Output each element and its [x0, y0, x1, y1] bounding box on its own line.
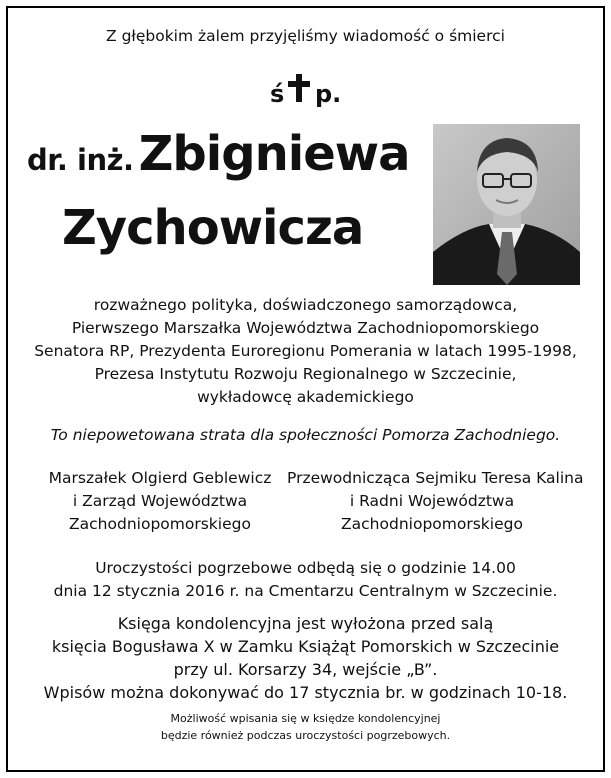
- footnote: [0, 710, 611, 744]
- condolence-line: przy ul. Korsarzy 34, wejście „B”.: [173, 660, 438, 679]
- name-line-first: [27, 126, 410, 182]
- funeral-line: Uroczystości pogrzebowe odbędą się o godzinie 14.00: [95, 559, 516, 577]
- description-line: Senatora RP, Prezydenta Euroregionu Pomerania w latach 1995-1998,: [34, 342, 577, 360]
- footnote-line: Możliwość wpisania się w księdze kondolencyjnej: [170, 712, 441, 725]
- signatory-line: Marszałek Olgierd Geblewicz: [48, 469, 272, 487]
- stp-p-letter: p.: [315, 80, 342, 108]
- signatory-line: Przewodnicząca Sejmiku Teresa Kalina: [287, 469, 584, 487]
- signatory-line: i Radni Województwa: [349, 492, 515, 510]
- footnote-line: będzie również podczas uroczystości pogrzebowych.: [160, 729, 451, 742]
- signatory-line: Zachodniopomorskiego: [341, 515, 523, 533]
- first-name: Zbigniewa: [138, 126, 410, 182]
- signatory-right: [287, 467, 584, 536]
- cross-icon: [287, 74, 311, 102]
- description-line: Pierwszego Marszałka Województwa Zachodniopomorskiego: [71, 319, 540, 337]
- condolence-line: księcia Bogusława X w Zamku Książąt Pomorskich w Szczecinie: [51, 637, 560, 656]
- description-line: wykładowcę akademickiego: [197, 388, 414, 406]
- signatory-line: Zachodniopomorskiego: [69, 515, 251, 533]
- signatory-line: i Zarząd Województwa: [72, 492, 248, 510]
- description-block: [0, 294, 611, 409]
- description-line: rozważnego polityka, doświadczonego samorządowca,: [93, 296, 518, 314]
- condolence-line: Księga kondolencyjna jest wyłożona przed salą: [117, 614, 494, 633]
- funeral-line: dnia 12 stycznia 2016 r. na Cmentarzu Centralnym w Szczecinie.: [53, 582, 558, 600]
- funeral-info: [0, 557, 611, 603]
- condolence-line: Wpisów można dokonywać do 17 stycznia br. w godzinach 10-18.: [43, 683, 568, 702]
- last-name: Zychowicza: [62, 200, 364, 256]
- intro-line: Z głębokim żalem przyjęliśmy wiadomość o śmierci: [106, 27, 505, 45]
- stp-s-letter: ś: [270, 80, 285, 108]
- description-line: Prezesa Instytutu Rozwoju Regionalnego w Szczecinie,: [94, 365, 517, 383]
- loss-statement: To niepowetowana strata dla społeczności Pomorza Zachodniego.: [50, 426, 561, 444]
- stp-symbol: [270, 74, 340, 116]
- academic-title: dr. inż.: [27, 143, 134, 177]
- signatory-left: [30, 467, 290, 536]
- portrait-photo: [433, 124, 580, 285]
- condolence-book-info: [0, 612, 611, 704]
